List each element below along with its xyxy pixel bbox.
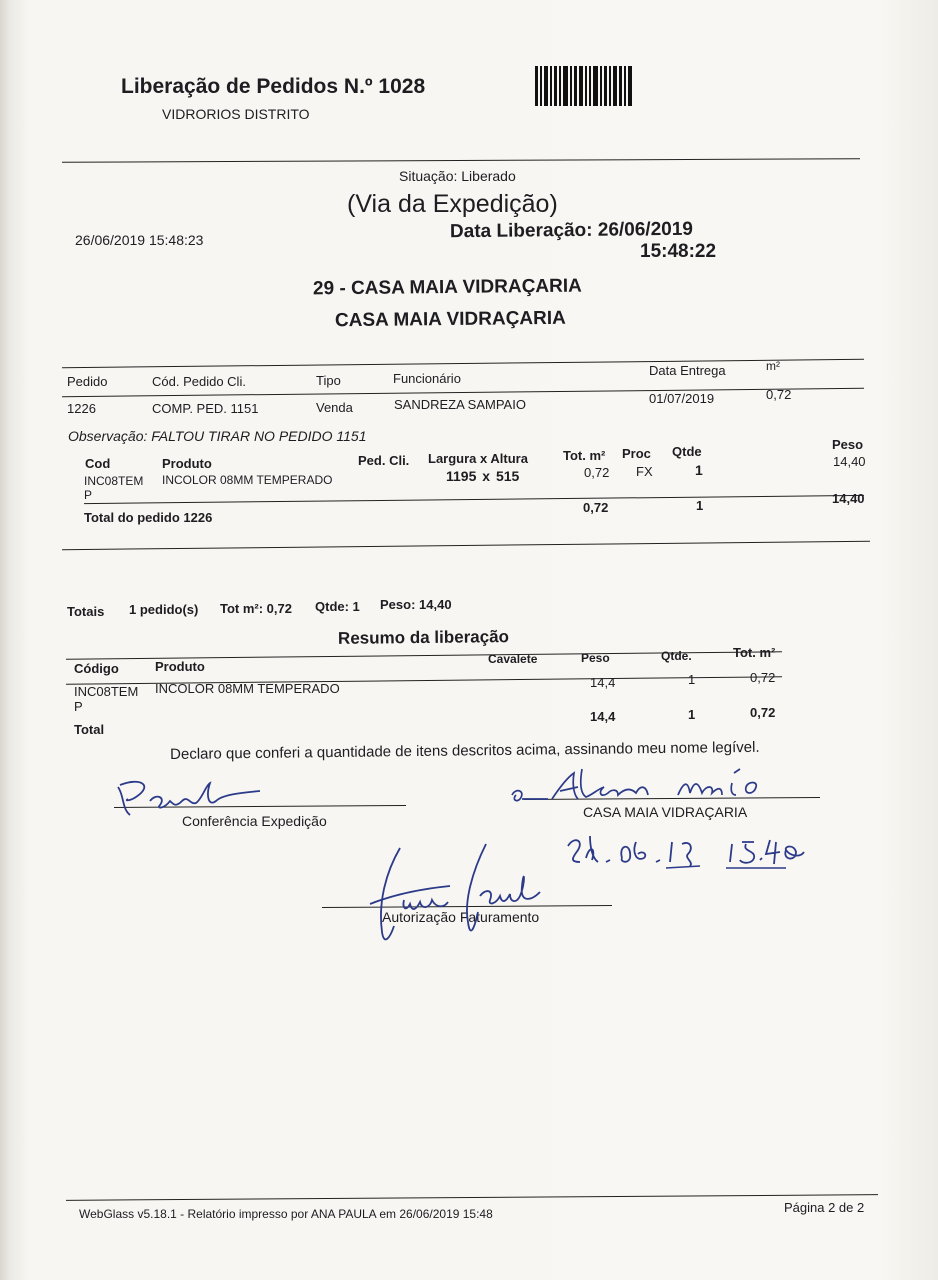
barcode [535,66,639,106]
totais-label: Totais [67,604,105,619]
print-datetime: 26/06/2019 15:48:23 [75,232,204,248]
divider [62,158,860,162]
resumo-total-peso: 14,4 [590,709,616,724]
resumo-total-qtde: 1 [688,707,696,722]
row-pedido: 1226 [67,401,96,416]
header-m2: m² [766,359,780,373]
header-produto: Produto [162,456,212,471]
resumo-title: Resumo da liberação [337,627,510,648]
header-qtde: Qtde [672,444,702,459]
total-pedido-peso: 14,40 [832,491,865,506]
item-qtde: 1 [695,462,703,478]
autorizacao-signature [360,842,560,952]
resumo-qtde: 1 [688,672,696,687]
totais-qtde: Qtde: 1 [315,599,360,614]
total-pedido-qtde: 1 [696,498,704,513]
row-m2: 0,72 [766,387,792,402]
item-cod-line-2: P [84,488,93,502]
resumo-header-tot-m2: Tot. m² [733,645,776,660]
row-cod-pedido-cli: COMP. PED. 1151 [152,401,259,416]
totais-peso: Peso: 14,40 [380,597,452,612]
divider [62,541,870,550]
situacao-label: Situação: Liberado [399,168,516,184]
item-peso: 14,40 [833,454,866,469]
resumo-codigo-line-2: P [74,699,83,714]
client-signature [508,765,778,815]
client-signature-label: CASA MAIA VIDRAÇARIA [583,804,748,820]
resumo-header-qtde: Qtde. [661,649,692,663]
header-ped-cli: Ped. Cli. [358,453,410,468]
header-peso: Peso [832,437,864,452]
resumo-header-codigo: Código [74,661,119,676]
total-pedido-tot-m2: 0,72 [583,500,609,515]
observacao: Observação: FALTOU TIRAR NO PEDIDO 1151 [68,428,367,444]
footer-page-number: Página 2 de 2 [784,1200,865,1215]
handwritten-date [560,832,820,877]
data-liberacao-time: 15:48:22 [640,241,717,262]
item-dimensions: 1195 x 515 [446,468,520,484]
row-tipo: Venda [316,400,353,415]
totais-pedidos: 1 pedido(s) [129,602,199,617]
header-pedido: Pedido [67,374,108,389]
data-liberacao: Data Liberação: 26/06/2019 [449,218,694,243]
header-proc: Proc [622,446,651,461]
divider [84,495,864,504]
header-cod: Cod [85,456,111,471]
resumo-codigo-line-1: INC08TEM [74,684,139,699]
header-cod-pedido-cli: Cód. Pedido Cli. [152,374,246,389]
total-pedido-label: Total do pedido 1226 [84,510,213,525]
item-produto: INCOLOR 08MM TEMPERADO [162,473,333,487]
client-line-2: CASA MAIA VIDRAÇARIA [334,307,566,332]
resumo-total-label: Total [74,722,105,737]
resumo-header-peso: Peso [581,651,610,665]
client-line-1: 29 - CASA MAIA VIDRAÇARIA [312,275,582,300]
autorizacao-label: Autorização Faturamento [382,909,540,925]
conferencia-signature [110,775,290,820]
footer-divider [66,1194,878,1201]
totais-tot-m2: Tot m²: 0,72 [220,601,292,616]
divider [62,359,864,368]
company-name: VIDRORIOS DISTRITO [162,106,310,122]
resumo-produto: INCOLOR 08MM TEMPERADO [155,681,340,696]
item-proc: FX [636,464,653,479]
header-tot-m2: Tot. m² [563,448,606,463]
row-data-entrega: 01/07/2019 [649,391,715,406]
declaration-text: Declaro que conferi a quantidade de itens descritos acima, assinando meu nome legível. [170,738,760,763]
via-label: (Via da Expedição) [347,190,558,218]
resumo-tot-m2: 0,72 [750,670,776,685]
row-funcionario: SANDREZA SAMPAIO [394,397,526,412]
header-largura-altura: Largura x Altura [428,451,528,466]
resumo-total-tot-m2: 0,72 [750,705,776,720]
header-data-entrega: Data Entrega [649,363,726,378]
divider [62,388,864,397]
resumo-header-produto: Produto [155,659,205,674]
resumo-peso: 14,4 [590,675,616,690]
header-tipo: Tipo [316,373,341,388]
resumo-header-cavalete: Cavalete [488,652,538,666]
header-funcionario: Funcionário [393,371,461,386]
item-tot-m2: 0,72 [584,465,610,480]
conferencia-label: Conferência Expedição [182,813,327,829]
document-title: Liberação de Pedidos N.º 1028 [121,75,426,98]
item-cod-line-1: INC08TEM [84,474,144,488]
footer-report-info: WebGlass v5.18.1 - Relatório impresso por ANA PAULA em 26/06/2019 15:48 [79,1207,493,1221]
